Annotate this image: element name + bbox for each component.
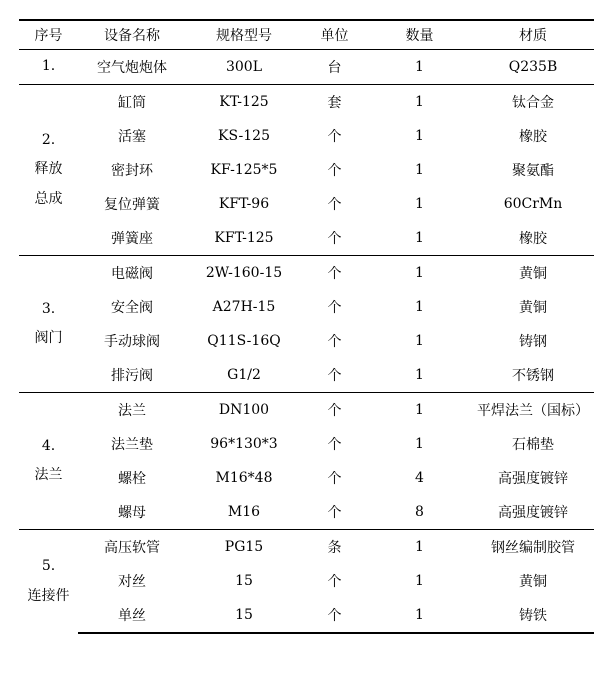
item-model: 96*130*3 xyxy=(210,436,278,452)
table-header-row xyxy=(19,20,594,50)
item-material: 黄铜 xyxy=(519,574,547,590)
item-model: KS-125 xyxy=(217,128,270,144)
item-unit: 个 xyxy=(327,437,342,453)
item-name: 空气炮炮体 xyxy=(78,50,186,85)
item-unit: 个 xyxy=(327,368,342,384)
group-label: 连接件 xyxy=(27,587,70,604)
item-quantity: 8 xyxy=(415,504,424,520)
group-label: 总成 xyxy=(34,190,63,207)
table-row xyxy=(19,324,594,358)
group-number: 2. xyxy=(41,131,56,148)
item-name: 手动球阀 xyxy=(104,334,160,350)
item-model: 15 xyxy=(186,598,302,633)
group-label: 法兰 xyxy=(34,467,63,483)
header-material: 材质 xyxy=(472,20,594,50)
table-row xyxy=(19,564,594,598)
item-quantity: 1 xyxy=(415,162,424,178)
table-row xyxy=(19,495,594,530)
table-body xyxy=(19,50,594,634)
item-model: DN100 xyxy=(186,393,302,428)
item-unit: 个 xyxy=(327,231,342,247)
item-material: 钢丝编制胶管 xyxy=(472,530,594,565)
item-model: KFT-96 xyxy=(218,196,270,212)
item-model: A27H-15 xyxy=(212,299,276,315)
item-unit: 个 xyxy=(327,129,342,145)
group-serial-cell xyxy=(19,530,78,634)
table-row xyxy=(19,50,594,85)
item-unit: 个 xyxy=(302,393,367,428)
item-name: 复位弹簧 xyxy=(104,197,160,213)
item-name: 排污阀 xyxy=(111,368,153,384)
item-name: 活塞 xyxy=(118,129,146,145)
item-material: 钛合金 xyxy=(472,85,594,120)
item-material: 橡胶 xyxy=(519,129,547,145)
table-row xyxy=(19,187,594,221)
group-serial-cell xyxy=(19,85,78,256)
item-quantity: 1 xyxy=(415,230,424,246)
header-quantity: 数量 xyxy=(367,20,472,50)
item-unit: 个 xyxy=(302,256,367,291)
item-quantity: 1 xyxy=(367,256,472,291)
item-material: 高强度镀锌 xyxy=(498,505,568,521)
table-row xyxy=(19,598,594,633)
header-unit: 单位 xyxy=(302,20,367,50)
item-name: 弹簧座 xyxy=(111,231,153,247)
item-unit: 个 xyxy=(327,334,342,350)
item-quantity: 1 xyxy=(415,367,424,383)
item-quantity: 1 xyxy=(367,598,472,633)
group-number: 3. xyxy=(41,300,56,317)
item-name: 螺母 xyxy=(118,505,146,521)
item-model: Q11S-16Q xyxy=(207,333,281,349)
item-name: 螺栓 xyxy=(118,471,146,487)
table-row xyxy=(19,85,594,120)
item-quantity: 1 xyxy=(415,128,424,144)
item-model: M16*48 xyxy=(215,470,273,486)
item-unit: 条 xyxy=(302,530,367,565)
group-number: 4. xyxy=(41,437,56,454)
item-material: 黄铜 xyxy=(519,300,547,316)
item-quantity: 1 xyxy=(415,333,424,349)
item-quantity: 1 xyxy=(415,196,424,212)
group-number: 5. xyxy=(41,558,56,575)
group-serial-cell xyxy=(19,393,78,530)
item-unit: 台 xyxy=(302,50,367,85)
item-material: 聚氨酯 xyxy=(512,163,554,179)
item-quantity: 1 xyxy=(367,50,472,85)
table-row xyxy=(19,256,594,291)
item-model: G1/2 xyxy=(227,367,261,383)
group-label: 释放 xyxy=(34,161,63,178)
item-material: 黄铜 xyxy=(472,256,594,291)
group-serial-cell xyxy=(19,256,78,393)
item-material: 铸铁 xyxy=(472,598,594,633)
header-device-name: 设备名称 xyxy=(78,20,186,50)
item-quantity: 4 xyxy=(415,470,424,486)
item-model: M16 xyxy=(227,504,261,520)
item-name: 电磁阀 xyxy=(78,256,186,291)
item-quantity: 1 xyxy=(367,393,472,428)
item-unit: 个 xyxy=(327,505,342,521)
table-row xyxy=(19,530,594,565)
item-name: 密封环 xyxy=(111,163,153,179)
item-quantity: 1 xyxy=(367,85,472,120)
group-number: 1. xyxy=(41,58,56,75)
item-name: 法兰 xyxy=(78,393,186,428)
table-row xyxy=(19,461,594,495)
item-unit: 个 xyxy=(327,163,342,179)
header-model: 规格型号 xyxy=(186,20,302,50)
item-unit: 个 xyxy=(327,197,342,213)
item-material: 不锈钢 xyxy=(512,368,554,384)
item-material: 高强度镀锌 xyxy=(498,471,568,487)
table-row xyxy=(19,153,594,187)
item-unit: 个 xyxy=(302,598,367,633)
item-model: 15 xyxy=(235,573,253,589)
item-name: 高压软管 xyxy=(78,530,186,565)
item-unit: 套 xyxy=(302,85,367,120)
group-serial-cell xyxy=(19,50,78,85)
item-model: 300L xyxy=(186,50,302,85)
equipment-table xyxy=(19,19,594,634)
table-row xyxy=(19,290,594,324)
item-material: Q235B xyxy=(472,50,594,85)
item-name: 安全阀 xyxy=(111,300,153,316)
item-name: 法兰垫 xyxy=(111,437,153,453)
item-model: KT-125 xyxy=(186,85,302,120)
item-material: 橡胶 xyxy=(519,231,547,247)
item-name: 单丝 xyxy=(78,598,186,633)
item-unit: 个 xyxy=(327,574,342,590)
item-model: PG15 xyxy=(186,530,302,565)
item-model: KFT-125 xyxy=(214,230,274,246)
item-name: 对丝 xyxy=(118,574,146,590)
item-model: KF-125*5 xyxy=(210,162,278,178)
item-material: 平焊法兰（国标） xyxy=(472,393,594,428)
item-name: 缸筒 xyxy=(78,85,186,120)
item-unit: 个 xyxy=(327,300,342,316)
item-quantity: 1 xyxy=(415,573,424,589)
equipment-list xyxy=(19,19,594,634)
table-row xyxy=(19,358,594,393)
table-row xyxy=(19,119,594,153)
item-material: 铸钢 xyxy=(519,334,547,350)
item-material: 石棉垫 xyxy=(512,437,554,453)
item-unit: 个 xyxy=(327,471,342,487)
header-serial-no: 序号 xyxy=(19,20,78,50)
table-row xyxy=(19,427,594,461)
table-row xyxy=(19,221,594,256)
group-label: 阀门 xyxy=(34,330,63,346)
item-model: 2W-160-15 xyxy=(186,256,302,291)
item-quantity: 1 xyxy=(415,436,424,452)
item-material: 60CrMn xyxy=(503,196,563,212)
item-quantity: 1 xyxy=(367,530,472,565)
table-row xyxy=(19,393,594,428)
item-quantity: 1 xyxy=(415,299,424,315)
